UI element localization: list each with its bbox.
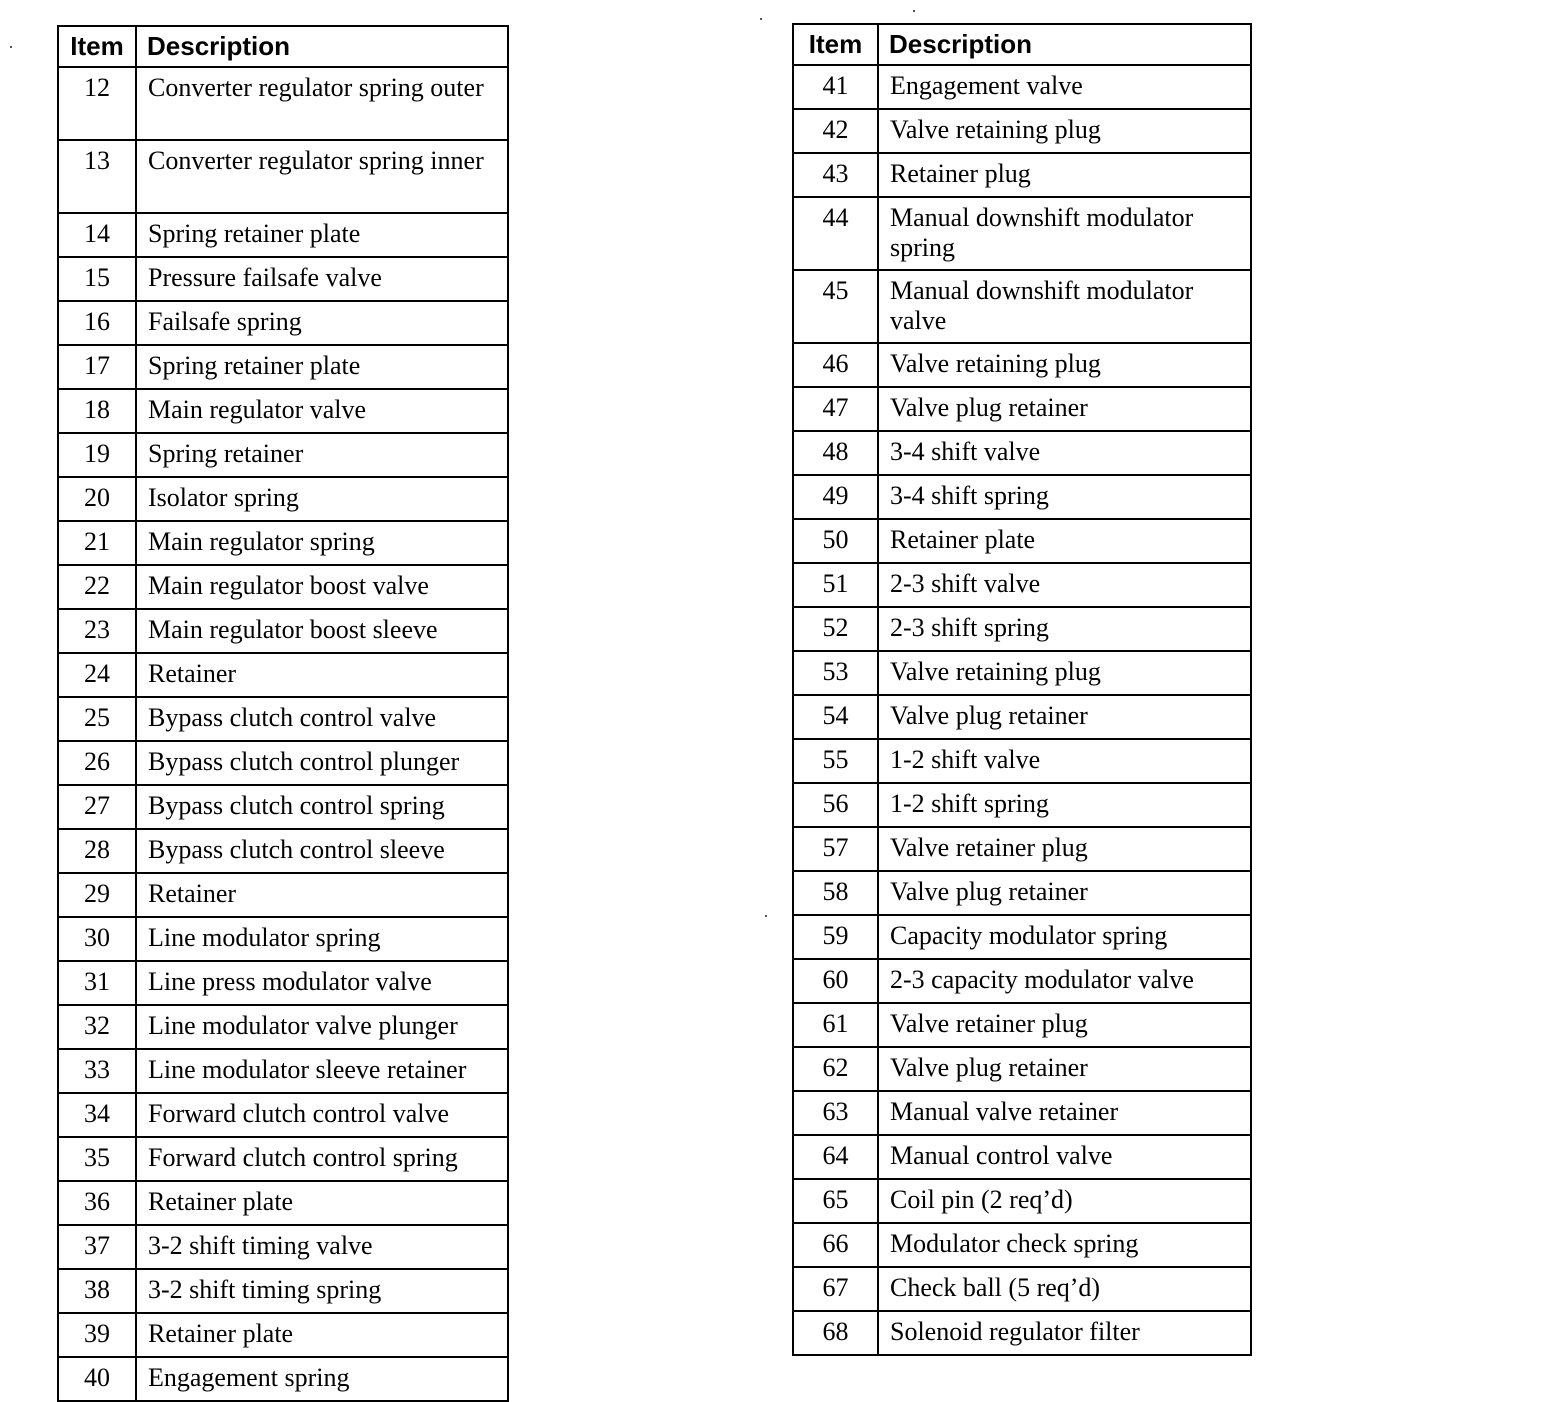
table-row (793, 1267, 1251, 1311)
item-description: Pressure failsafe valve (136, 257, 508, 301)
item-description: 2-3 capacity modulator valve (878, 959, 1251, 1003)
parts-table-left (57, 25, 509, 1402)
table-row (58, 140, 508, 213)
table-row (58, 1093, 508, 1137)
item-column-header: Item (58, 26, 136, 67)
item-number: 62 (793, 1047, 878, 1091)
item-description: Manual downshift modulator valve (878, 270, 1251, 343)
table-row (793, 197, 1251, 270)
table-row (58, 785, 508, 829)
table-row (793, 1179, 1251, 1223)
item-description: Engagement valve (878, 65, 1251, 109)
item-description: 2-3 shift spring (878, 607, 1251, 651)
item-description: Spring retainer plate (136, 345, 508, 389)
table-row (58, 1269, 508, 1313)
item-description: Solenoid regulator filter (878, 1311, 1251, 1355)
item-number: 51 (793, 563, 878, 607)
table-row (793, 1223, 1251, 1267)
item-number: 13 (58, 140, 136, 213)
table-row (793, 651, 1251, 695)
item-description: Manual valve retainer (878, 1091, 1251, 1135)
item-description: Forward clutch control spring (136, 1137, 508, 1181)
item-number: 29 (58, 873, 136, 917)
table-row (793, 270, 1251, 343)
item-description: Spring retainer plate (136, 213, 508, 257)
item-number: 52 (793, 607, 878, 651)
item-description: Bypass clutch control plunger (136, 741, 508, 785)
item-number: 67 (793, 1267, 878, 1311)
table-row (58, 1049, 508, 1093)
item-number: 56 (793, 783, 878, 827)
item-number: 33 (58, 1049, 136, 1093)
item-number: 14 (58, 213, 136, 257)
item-description: Bypass clutch control sleeve (136, 829, 508, 873)
item-description: 1-2 shift valve (878, 739, 1251, 783)
table-row (58, 345, 508, 389)
table-row (793, 695, 1251, 739)
item-description: Valve plug retainer (878, 695, 1251, 739)
item-number: 25 (58, 697, 136, 741)
item-number: 28 (58, 829, 136, 873)
item-number: 63 (793, 1091, 878, 1135)
item-description: Check ball (5 req’d) (878, 1267, 1251, 1311)
item-number: 19 (58, 433, 136, 477)
item-description: Valve retainer plug (878, 1003, 1251, 1047)
item-number: 15 (58, 257, 136, 301)
item-number: 55 (793, 739, 878, 783)
item-number: 42 (793, 109, 878, 153)
table-row (793, 1003, 1251, 1047)
table-row (58, 1357, 508, 1401)
description-column-header: Description (878, 24, 1251, 65)
table-row (58, 873, 508, 917)
item-number: 60 (793, 959, 878, 1003)
description-column-header: Description (136, 26, 508, 67)
table-row (793, 915, 1251, 959)
table-row (793, 153, 1251, 197)
scan-speck (765, 915, 767, 917)
item-number: 45 (793, 270, 878, 343)
table-row (793, 959, 1251, 1003)
table-row (58, 213, 508, 257)
table-row (793, 1091, 1251, 1135)
item-description: Line modulator valve plunger (136, 1005, 508, 1049)
item-description: Valve retaining plug (878, 651, 1251, 695)
item-number: 43 (793, 153, 878, 197)
item-number: 24 (58, 653, 136, 697)
table-row (793, 783, 1251, 827)
item-number: 54 (793, 695, 878, 739)
table-row (793, 871, 1251, 915)
item-description: Line press modulator valve (136, 961, 508, 1005)
table-row (58, 917, 508, 961)
item-description: Bypass clutch control valve (136, 697, 508, 741)
item-description: Engagement spring (136, 1357, 508, 1401)
table-row (58, 829, 508, 873)
item-description: 3-4 shift spring (878, 475, 1251, 519)
table-row (793, 109, 1251, 153)
item-number: 66 (793, 1223, 878, 1267)
item-description: Isolator spring (136, 477, 508, 521)
item-number: 39 (58, 1313, 136, 1357)
item-number: 27 (58, 785, 136, 829)
item-description: Failsafe spring (136, 301, 508, 345)
item-description: Line modulator spring (136, 917, 508, 961)
table-row (58, 389, 508, 433)
table-row (793, 65, 1251, 109)
item-description: 2-3 shift valve (878, 563, 1251, 607)
table-row (58, 961, 508, 1005)
table-row (58, 697, 508, 741)
item-number: 34 (58, 1093, 136, 1137)
item-description: 1-2 shift spring (878, 783, 1251, 827)
item-description: Valve retainer plug (878, 827, 1251, 871)
item-description: Retainer plate (878, 519, 1251, 563)
item-number: 36 (58, 1181, 136, 1225)
item-number: 44 (793, 197, 878, 270)
item-description: Main regulator boost valve (136, 565, 508, 609)
table-row (58, 609, 508, 653)
table-row (58, 1181, 508, 1225)
item-number: 47 (793, 387, 878, 431)
item-number: 12 (58, 67, 136, 140)
item-description: Capacity modulator spring (878, 915, 1251, 959)
item-description: Retainer (136, 653, 508, 697)
item-description: Bypass clutch control spring (136, 785, 508, 829)
table-row (793, 1135, 1251, 1179)
table-row (793, 827, 1251, 871)
table-row (58, 477, 508, 521)
table-row (58, 565, 508, 609)
item-number: 64 (793, 1135, 878, 1179)
item-number: 16 (58, 301, 136, 345)
table-row (58, 1225, 508, 1269)
item-description: Retainer plate (136, 1181, 508, 1225)
item-description: Main regulator spring (136, 521, 508, 565)
item-description: Retainer plug (878, 153, 1251, 197)
scan-speck (10, 46, 12, 48)
item-number: 31 (58, 961, 136, 1005)
table-row (793, 431, 1251, 475)
item-description: Manual downshift modulator spring (878, 197, 1251, 270)
table-row (793, 607, 1251, 651)
item-number: 68 (793, 1311, 878, 1355)
item-number: 59 (793, 915, 878, 959)
item-number: 65 (793, 1179, 878, 1223)
item-number: 35 (58, 1137, 136, 1181)
table-row (58, 653, 508, 697)
item-description: Valve retaining plug (878, 343, 1251, 387)
table-row (58, 433, 508, 477)
table-row (58, 1005, 508, 1049)
table-body (793, 65, 1251, 1355)
item-description: 3-4 shift valve (878, 431, 1251, 475)
table-header-row (58, 26, 508, 67)
item-number: 32 (58, 1005, 136, 1049)
item-number: 26 (58, 741, 136, 785)
table-row (793, 739, 1251, 783)
item-description: Retainer plate (136, 1313, 508, 1357)
item-number: 22 (58, 565, 136, 609)
item-number: 61 (793, 1003, 878, 1047)
scan-speck (913, 10, 915, 12)
item-description: Line modulator sleeve retainer (136, 1049, 508, 1093)
item-description: Main regulator boost sleeve (136, 609, 508, 653)
item-description: Manual control valve (878, 1135, 1251, 1179)
table-row (58, 521, 508, 565)
table-row (793, 343, 1251, 387)
table-row (793, 519, 1251, 563)
item-description: Retainer (136, 873, 508, 917)
table-row (793, 387, 1251, 431)
item-number: 40 (58, 1357, 136, 1401)
item-number: 30 (58, 917, 136, 961)
table-row (793, 563, 1251, 607)
item-number: 48 (793, 431, 878, 475)
table-header-row (793, 24, 1251, 65)
item-description: 3-2 shift timing valve (136, 1225, 508, 1269)
item-number: 50 (793, 519, 878, 563)
item-description: Converter regulator spring outer (136, 67, 508, 140)
item-number: 49 (793, 475, 878, 519)
item-number: 46 (793, 343, 878, 387)
item-description: Coil pin (2 req’d) (878, 1179, 1251, 1223)
item-description: Forward clutch control valve (136, 1093, 508, 1137)
item-number: 17 (58, 345, 136, 389)
item-number: 38 (58, 1269, 136, 1313)
item-number: 37 (58, 1225, 136, 1269)
table-body (58, 67, 508, 1401)
item-column-header: Item (793, 24, 878, 65)
item-number: 41 (793, 65, 878, 109)
item-description: 3-2 shift timing spring (136, 1269, 508, 1313)
item-number: 58 (793, 871, 878, 915)
table-row (58, 257, 508, 301)
item-number: 53 (793, 651, 878, 695)
item-description: Valve plug retainer (878, 387, 1251, 431)
item-description: Spring retainer (136, 433, 508, 477)
scan-speck (760, 18, 762, 20)
table-row (58, 67, 508, 140)
table-row (58, 1137, 508, 1181)
table-row (58, 741, 508, 785)
table-row (793, 1047, 1251, 1091)
item-description: Modulator check spring (878, 1223, 1251, 1267)
item-number: 20 (58, 477, 136, 521)
item-description: Main regulator valve (136, 389, 508, 433)
table-row (58, 301, 508, 345)
item-description: Valve plug retainer (878, 871, 1251, 915)
item-number: 18 (58, 389, 136, 433)
table-row (793, 475, 1251, 519)
item-description: Converter regulator spring inner (136, 140, 508, 213)
item-description: Valve plug retainer (878, 1047, 1251, 1091)
parts-table-right (792, 23, 1252, 1356)
item-description: Valve retaining plug (878, 109, 1251, 153)
table-row (58, 1313, 508, 1357)
item-number: 23 (58, 609, 136, 653)
table-row (793, 1311, 1251, 1355)
item-number: 57 (793, 827, 878, 871)
item-number: 21 (58, 521, 136, 565)
